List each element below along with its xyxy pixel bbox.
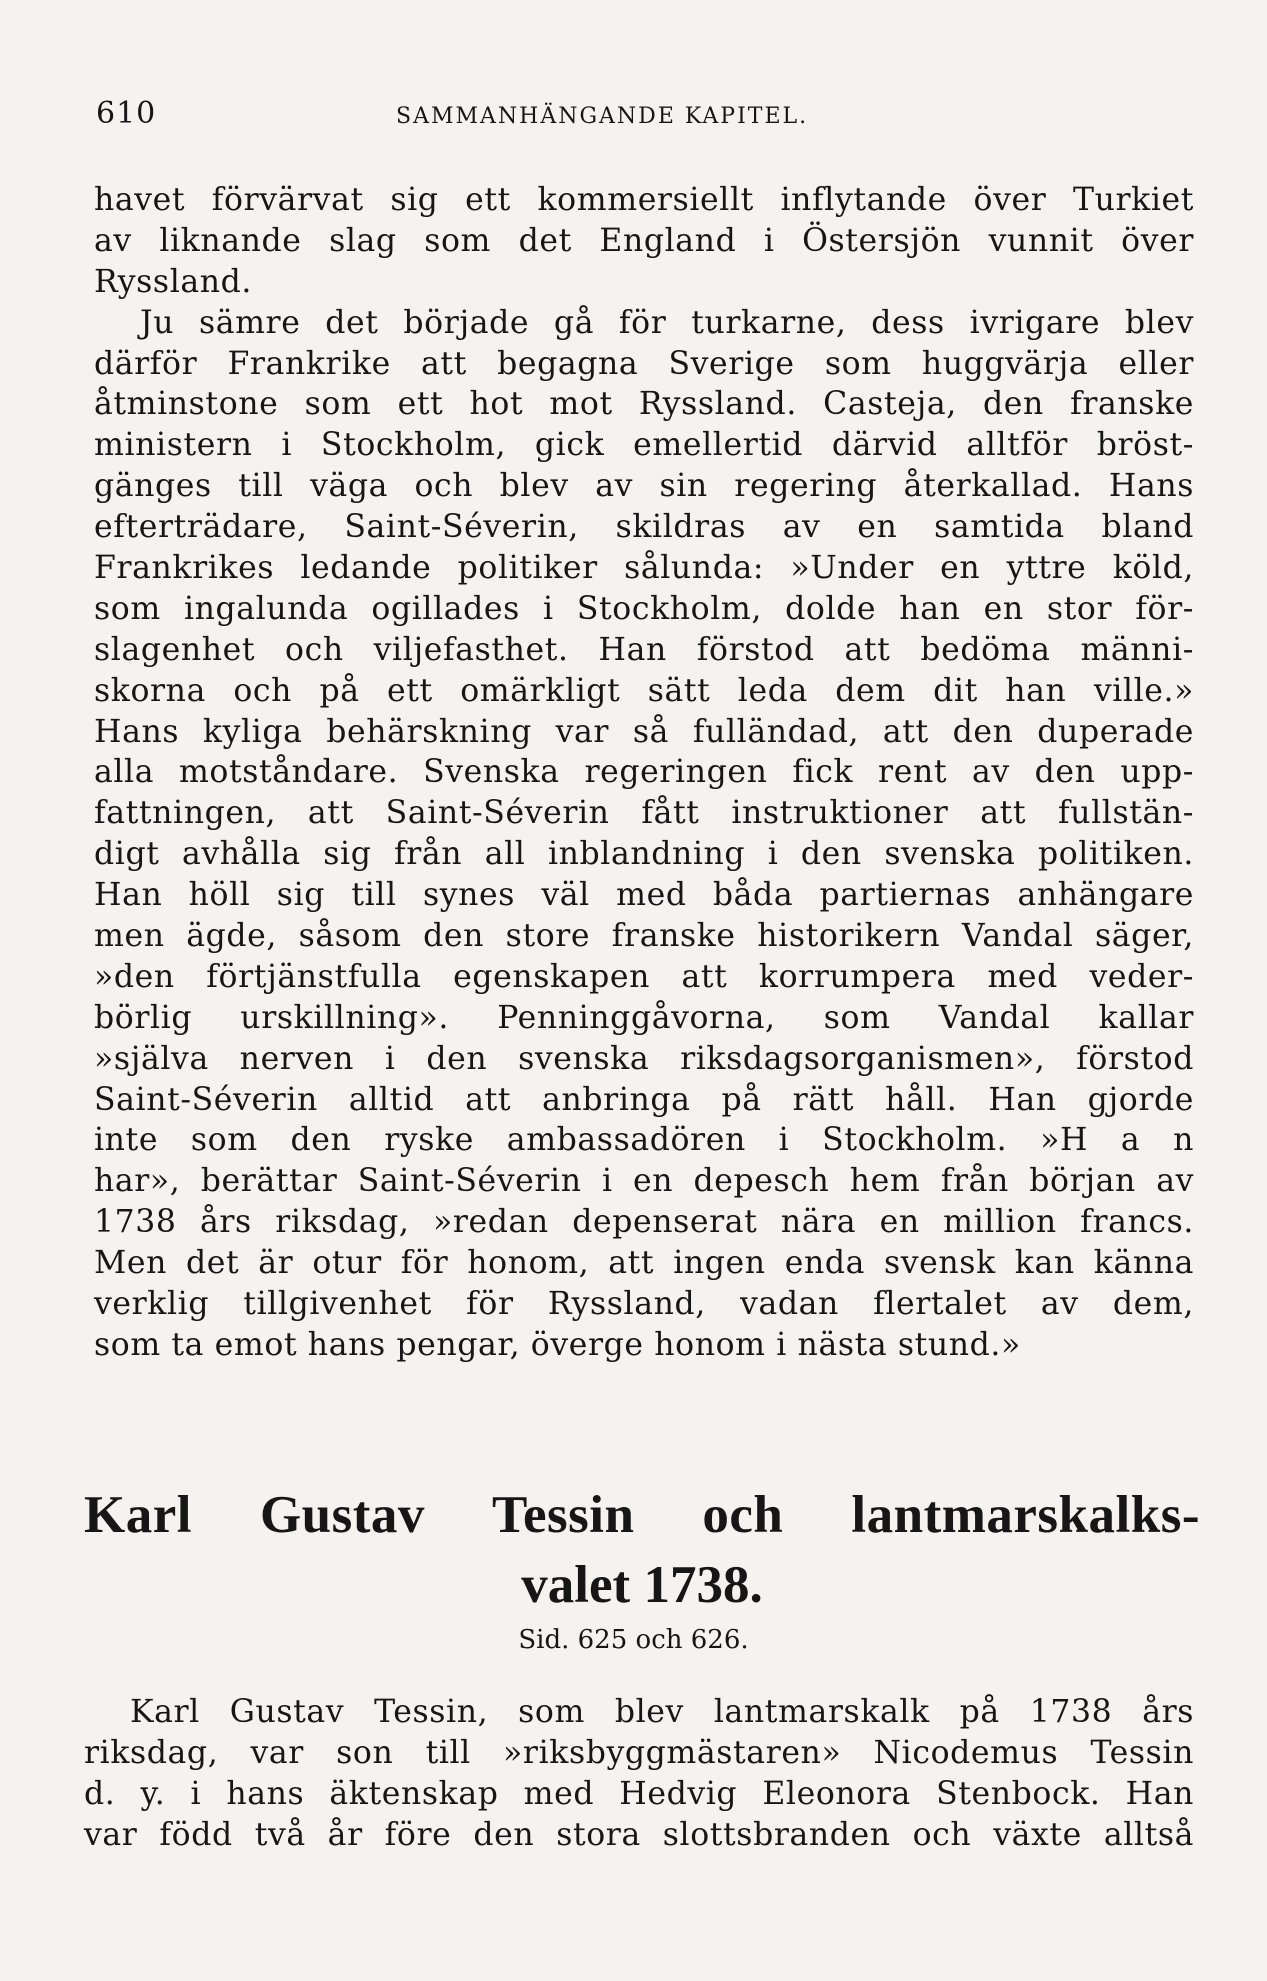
running-title: SAMMANHÄNGANDE KAPITEL. — [396, 104, 809, 129]
text-line: skorna och på ett omärkligt sätt leda dem dit han ville.» — [94, 672, 1194, 709]
text-line: börlig urskillning». Penninggåvorna, som Vandal kallar — [94, 999, 1194, 1036]
text-line: digt avhålla sig från all inblandning i den svenska politiken. — [94, 836, 1194, 873]
text-line: verklig tillgivenhet för Ryssland, vadan flertalet av dem, — [94, 1286, 1194, 1323]
text-line: ministern i Stockholm, gick emellertid därvid alltför bröst- — [94, 427, 1194, 464]
text-line: men ägde, såsom den store franske historikern Vandal säger, — [94, 918, 1194, 955]
text-line: som ta emot hans pengar, överge honom i nästa stund.» — [94, 1326, 1021, 1363]
section-heading-line-1: Karl Gustav Tessin och lantmarskalks- — [84, 1486, 1200, 1544]
text-line: »den förtjänstfulla egenskapen att korrumpera med veder- — [94, 958, 1194, 995]
text-line: Ju sämre det började gå för turkarne, dess ivrigare blev — [140, 304, 1194, 341]
text-line: slagenhet och viljefasthet. Han förstod att bedöma männi- — [94, 631, 1194, 668]
text-line: d. y. i hans äktenskap med Hedvig Eleonora Stenbock. Han — [84, 1775, 1194, 1812]
text-line: Hans kyliga behärskning var så fulländad, att den duperade — [94, 713, 1194, 750]
paragraph-2 — [94, 303, 1194, 1366]
text-line: gänges till väga och blev av sin regering återkallad. Hans — [94, 468, 1194, 505]
body-text-lower — [84, 1692, 1194, 1856]
section-heading-line-2: valet 1738. — [521, 1556, 763, 1614]
text-line: Ryssland. — [94, 263, 253, 300]
text-line: »själva nerven i den svenska riksdagsorganismen», förstod — [94, 1040, 1194, 1077]
body-text-upper — [94, 180, 1194, 1366]
section-heading — [84, 1480, 1200, 1620]
text-line: Frankrikes ledande politiker sålunda: »Under en yttre köld, — [94, 550, 1194, 587]
text-line: alla motståndare. Svenska regeringen fick rent av den upp- — [94, 754, 1194, 791]
text-line: därför Frankrike att begagna Sverige som huggvärja eller — [94, 345, 1194, 382]
text-line: 1738 års riksdag, »redan depenserat nära en million francs. — [94, 1204, 1194, 1241]
text-line: av liknande slag som det England i Östersjön vunnit över — [94, 222, 1194, 259]
text-line: Han höll sig till synes väl med båda partiernas anhängare — [94, 877, 1194, 914]
text-line: Saint-Séverin alltid att anbringa på rätt håll. Han gjorde — [94, 1081, 1194, 1118]
page-number: 610 — [96, 96, 157, 131]
running-head — [96, 96, 1196, 136]
text-line: fattningen, att Saint-Séverin fått instruktioner att fullstän- — [94, 795, 1194, 832]
text-line: var född två år före den stora slottsbranden och växte alltså — [84, 1816, 1194, 1853]
text-line: riksdag, var son till »riksbyggmästaren» Nicodemus Tessin — [84, 1734, 1194, 1771]
text-line: inte som den ryske ambassadören i Stockholm. »H a n — [94, 1122, 1194, 1159]
text-line: efterträdare, Saint-Séverin, skildras av en samtida bland — [94, 509, 1194, 546]
paragraph-1 — [94, 180, 1194, 303]
text-line: har», berättar Saint-Séverin i en depesch hem från början av — [94, 1163, 1194, 1200]
section-page-reference: Sid. 625 och 626. — [518, 1625, 749, 1655]
text-line: som ingalunda ogillades i Stockholm, dolde han en stor för- — [94, 590, 1194, 627]
text-line: Men det är otur för honom, att ingen enda svensk kan känna — [94, 1245, 1194, 1282]
paragraph-3 — [84, 1692, 1194, 1856]
text-line: Karl Gustav Tessin, som blev lantmarskalk på 1738 års — [130, 1694, 1194, 1730]
text-line: åtminstone som ett hot mot Ryssland. Casteja, den franske — [94, 386, 1194, 423]
text-line: havet förvärvat sig ett kommersiellt inflytande över Turkiet — [94, 182, 1194, 218]
